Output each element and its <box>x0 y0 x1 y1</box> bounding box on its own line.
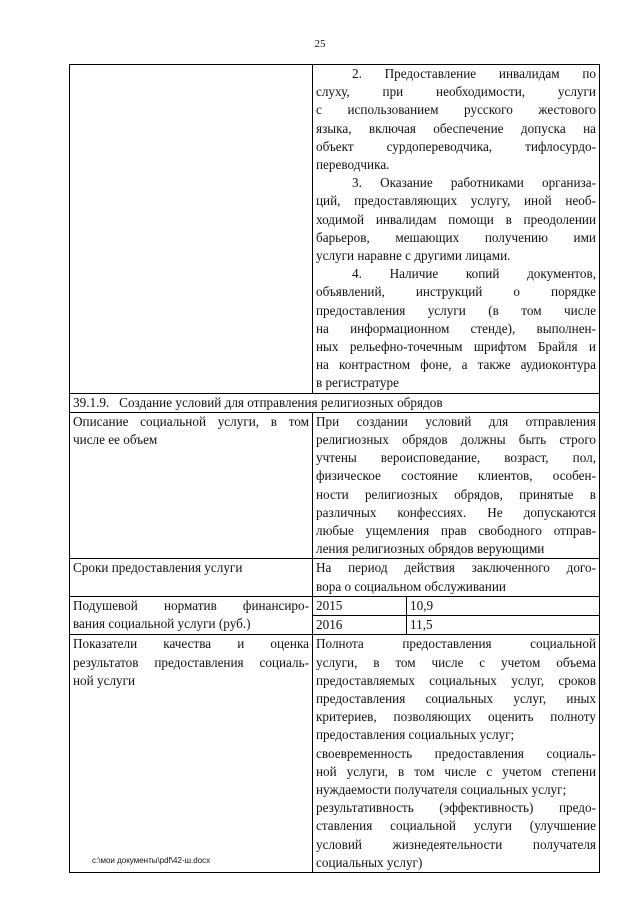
text-line: ной услуги, в том числе с учетом степени <box>316 763 596 779</box>
paragraph-3 <box>316 174 596 265</box>
text-line: объявлений, инструкций о порядке <box>316 284 596 300</box>
norm-row-2016 <box>313 616 600 635</box>
text-line: При создании условий для отправления <box>316 413 596 429</box>
text-line: объект сурдопереводчика, тифлосурдо- <box>316 138 596 154</box>
text-line: ной услуги <box>73 672 136 688</box>
norm-label-cell <box>70 596 313 634</box>
text-line: Показатели качества и оценка <box>73 636 309 652</box>
page-number: 25 <box>314 38 326 50</box>
text-line: предоставления услуги (в том числе <box>316 302 596 318</box>
section-heading: 39.1.9. Создание условий для отправления религиозных обрядов <box>70 393 600 412</box>
text-line: результативность (эффективность) предо- <box>316 800 596 816</box>
table-row <box>70 635 600 873</box>
norm-year: 2016 <box>313 616 407 634</box>
text-line: нуждаемости получателя социальных услуг; <box>316 781 567 797</box>
text-line: числе ее объем <box>73 432 158 448</box>
text-line: предоставляемых социальных услуг, сроков <box>316 672 596 688</box>
text-line: любые ущемления прав свободного отправ- <box>316 523 596 539</box>
text-line: в регистратуре <box>316 375 399 391</box>
norm-amount: 11,5 <box>410 617 433 633</box>
norm-year: 2015 <box>313 597 407 615</box>
text-line: ных рельефно-точечным шрифтом Брайля и <box>316 339 596 355</box>
paragraph-4 <box>316 265 596 392</box>
description-label-cell <box>70 412 313 559</box>
text-line: языка, включая обеспечение допуска на <box>316 120 596 136</box>
file-path-footer: c:\мои документы\pdf\42-ш.docx <box>92 856 211 865</box>
service-standard-table <box>69 64 600 873</box>
paragraph-2 <box>316 65 596 174</box>
text-line: барьеров, мешающих получению ими <box>316 229 596 245</box>
text-line: ций, предоставляющих услугу, иной необ- <box>316 193 596 209</box>
table-row <box>70 65 600 394</box>
text-line: слуху, при необходимости, услуги <box>316 84 596 100</box>
text-line: социальных услуг) <box>316 854 423 870</box>
text-line: вора о социальном обслуживании <box>316 578 506 594</box>
accessibility-measures-cell <box>313 65 600 394</box>
text-line: На период действия заключенного дого- <box>316 560 596 576</box>
text-line: Полнота предоставления социальной <box>316 636 596 652</box>
text-line: критериев, позволяющих оценить полноту <box>316 709 596 725</box>
text-line: физическое состояние клиентов, особен- <box>316 468 596 484</box>
text-line: Описание социальной услуги, в том <box>73 413 309 429</box>
text-line: переводчика. <box>316 157 390 173</box>
text-line: вания социальной услуги (руб.) <box>73 616 251 632</box>
norm-amount: 10,9 <box>410 597 434 613</box>
text-line: своевременность предоставления социаль- <box>316 745 596 761</box>
empty-cell <box>70 65 313 394</box>
table-row <box>70 596 600 615</box>
text-line: услуги наравне с другими лицами. <box>316 248 511 264</box>
text-line: ности религиозных обрядов, принятые в <box>316 486 596 502</box>
table-row <box>70 412 600 559</box>
text-line: на информационном стенде), выполнен- <box>316 320 596 336</box>
text-line: на контрастном фоне, а также аудиоконтура <box>316 357 596 373</box>
text-line: 2. Предоставление инвалидам по <box>352 66 596 81</box>
text-line: учтены вероисповедание, возраст, пол, <box>316 450 596 466</box>
terms-label-cell: Сроки предоставления услуги <box>70 559 313 596</box>
text-line: религиозных обрядов должны быть строго <box>316 432 596 448</box>
text-line: ления религиозных обрядов верующими <box>316 541 545 557</box>
text-line: предоставления социальных услуг, иных <box>316 690 596 706</box>
quality-label-cell <box>70 635 313 873</box>
description-value-cell <box>313 412 600 559</box>
text-line: различных конфессиях. Не допускаются <box>316 504 596 520</box>
text-line: ставления социальной услуги (улучшение <box>316 818 596 834</box>
text-line: с использованием русского жестового <box>316 102 596 118</box>
terms-value-cell <box>313 559 600 596</box>
text-line: ходимой инвалидам помощи в преодолении <box>316 211 596 227</box>
text-line: предоставления социальных услуг; <box>316 727 515 743</box>
quality-value-cell <box>313 635 600 873</box>
section-heading-row <box>70 393 600 412</box>
text-line: 4. Наличие копий документов, <box>352 266 596 282</box>
norm-row-2015 <box>313 596 600 615</box>
text-line: результатов предоставления социаль- <box>73 654 309 670</box>
text-line: условий жизнедеятельности получателя <box>316 836 596 852</box>
table-row <box>70 559 600 596</box>
text-line: услуги, в том числе с учетом объема <box>316 654 596 670</box>
text-line: Подушевой норматив финансиро- <box>73 597 309 613</box>
text-line: 3. Оказание работниками организа- <box>352 175 596 191</box>
